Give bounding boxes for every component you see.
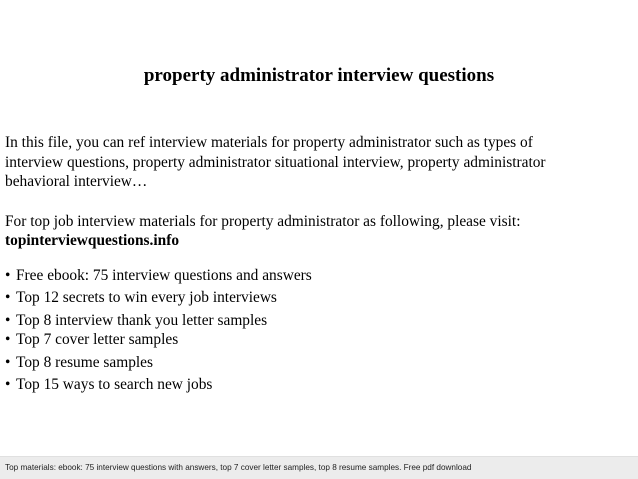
intro-line: behavioral interview… <box>5 173 148 190</box>
resource-item-label: Top 8 interview thank you letter samples <box>16 311 268 329</box>
intro-line: interview questions, property administrator situational interview, property administrator <box>5 153 546 171</box>
resource-item[interactable] <box>5 330 635 350</box>
resource-item[interactable] <box>5 311 635 331</box>
visit-text: For top job interview materials for property administrator as following, please visit: <box>5 212 521 230</box>
footer-text: Top materials: ebook: 75 interview questions with answers, top 7 cover letter samples, top 8 resume samples. Free pdf download <box>5 463 472 472</box>
bullet-icon: • <box>5 376 11 393</box>
visit-paragraph <box>5 212 635 251</box>
site-link[interactable]: topinterviewquestions.info <box>5 232 180 249</box>
resource-item-label: Top 12 secrets to win every job interviews <box>16 289 277 306</box>
footer-bar <box>0 456 638 479</box>
bullet-icon: • <box>5 289 11 306</box>
bullet-icon: • <box>5 331 11 348</box>
bullet-icon: • <box>5 311 11 329</box>
slide-body <box>5 133 635 395</box>
resource-item[interactable] <box>5 375 635 395</box>
slide-title: property administrator interview questions <box>143 65 495 86</box>
resource-item-label: Top 15 ways to search new jobs <box>16 376 213 393</box>
resource-item[interactable] <box>5 266 635 286</box>
resource-item[interactable] <box>5 353 635 373</box>
intro-line: In this file, you can ref interview materials for property administrator such as types of <box>5 134 533 151</box>
intro-paragraph <box>5 133 635 192</box>
resource-item[interactable] <box>5 288 635 308</box>
resource-item-label: Top 7 cover letter samples <box>16 331 179 348</box>
resource-list <box>5 266 635 395</box>
resource-item-label: Top 8 resume samples <box>16 353 153 371</box>
bullet-icon: • <box>5 266 11 284</box>
resource-item-label: Free ebook: 75 interview questions and answers <box>16 266 312 284</box>
bullet-icon: • <box>5 353 11 371</box>
